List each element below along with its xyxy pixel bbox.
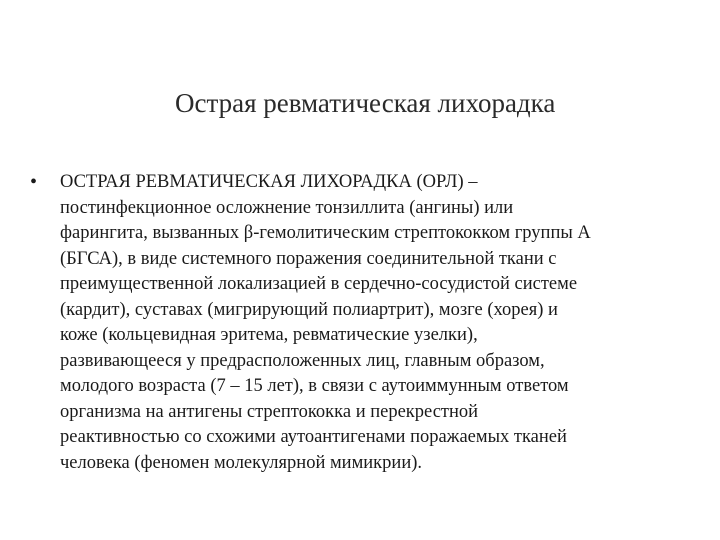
- bullet-line: коже (кольцевидная эритема, ревматические узелки),: [60, 325, 478, 345]
- bullet-text: [60, 170, 710, 476]
- bullet-line: молодого возраста (7 – 15 лет), в связи с аутоиммунным ответом: [60, 376, 569, 396]
- bullet-line: (кардит), суставах (мигрирующий полиартрит), мозге (хорея) и: [60, 299, 558, 320]
- bullet-line: организма на антигены стрептококка и перекрестной: [60, 401, 479, 422]
- bullet-item: [30, 170, 710, 476]
- slide-title: Острая ревматическая лихорадка: [175, 88, 556, 118]
- bullet-line: постинфекционное осложнение тонзиллита (ангины) или: [60, 197, 514, 218]
- bullet-line: развивающееся у предрасположенных лиц, главным образом,: [60, 350, 545, 371]
- bullet-line: человека (феномен молекулярной мимикрии).: [60, 452, 423, 473]
- bullet-dot-icon: •: [30, 171, 38, 193]
- bullet-line: реактивностью со схожими аутоантигенами поражаемых тканей: [60, 427, 567, 447]
- bullet-line: преимущественной локализацией в сердечно-сосудистой системе: [60, 274, 578, 294]
- bullet-line: фарингита, вызванных β-гемолитическим стрептококком группы А: [60, 223, 591, 243]
- bullet-line: ОСТРАЯ РЕВМАТИЧЕСКАЯ ЛИХОРАДКА (ОРЛ) –: [60, 172, 478, 192]
- bullet-line: (БГСА), в виде системного поражения соединительной ткани с: [60, 248, 557, 269]
